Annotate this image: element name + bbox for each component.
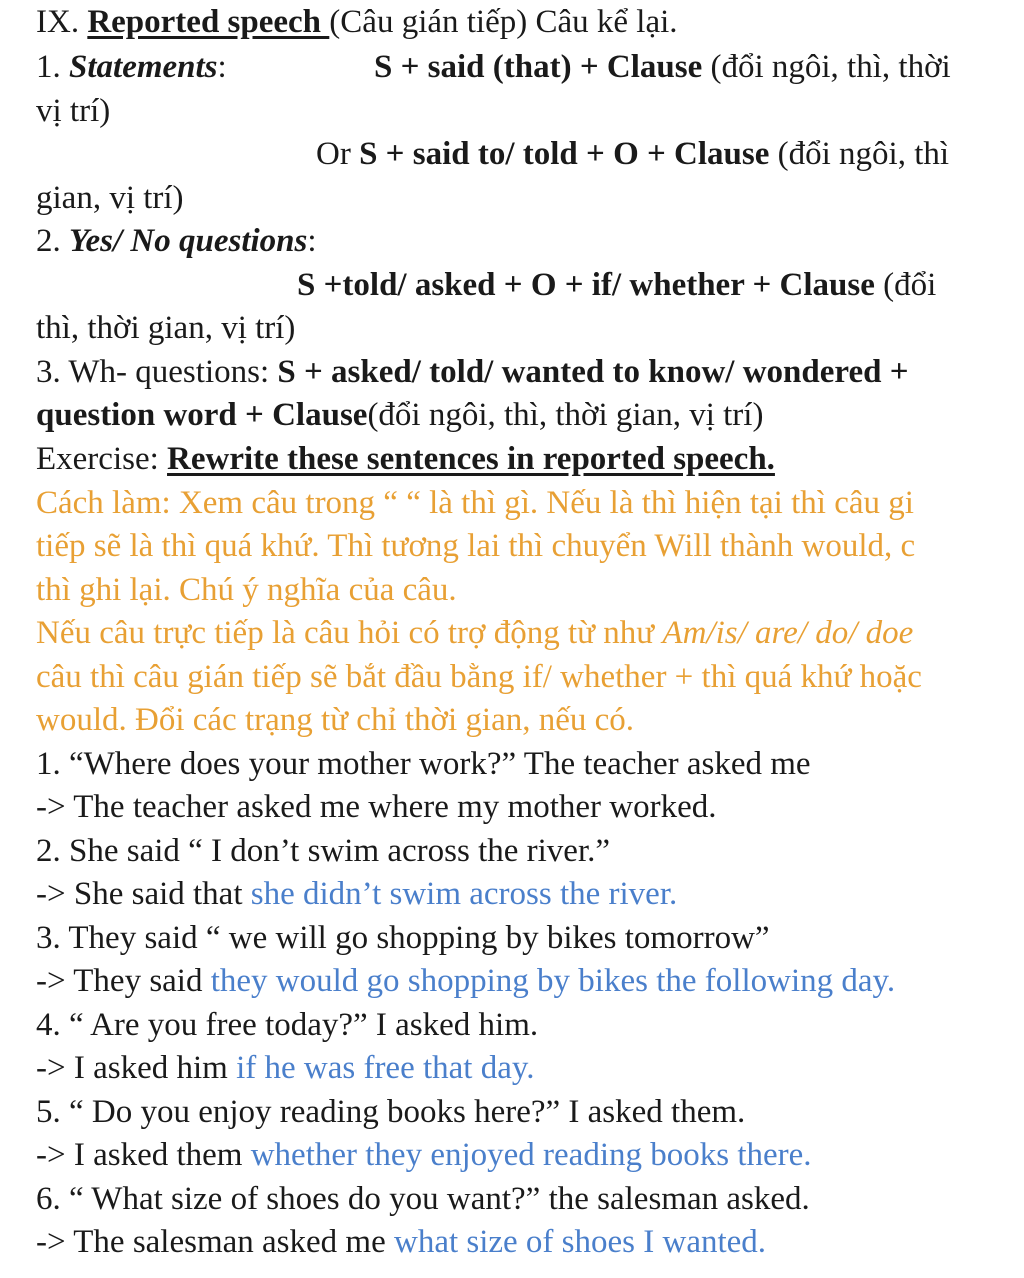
exercise-answer [36, 787, 717, 827]
formula-note: (đổi ngôi, thì, thời [702, 49, 951, 85]
instruction-text: Nếu câu trực tiếp là câu hỏi có trợ động từ như [36, 615, 663, 651]
section-heading [36, 2, 678, 42]
exercise-answer [36, 1222, 766, 1262]
rule-label: Statements [69, 49, 218, 85]
rule-number: 1. [36, 49, 69, 85]
colon: : [307, 223, 317, 259]
exercise-answer [36, 1048, 534, 1088]
exercise-label: Exercise: [36, 441, 168, 477]
heading-subtitle: (Câu gián tiếp) Câu kể lại. [329, 4, 678, 40]
statements-rule [36, 47, 227, 87]
arrow: -> [36, 789, 74, 825]
yes-no-formula-cont: thì, thời gian, vị trí) [36, 310, 296, 346]
instruction-line: thì ghi lại. Chú ý nghĩa của câu. [36, 572, 457, 608]
arrow: -> [36, 1224, 74, 1260]
exercise-heading [36, 439, 775, 479]
exercise-answer [36, 1135, 812, 1175]
rule-label: 3. Wh- questions: [36, 354, 278, 390]
exercise-answer [36, 961, 895, 1001]
exercise-question: 2. She said “ I don’t swim across the river.” [36, 833, 611, 869]
formula-note: (đổi ngôi, thì [769, 136, 950, 172]
exercise-question: 5. “ Do you enjoy reading books here?” I asked them. [36, 1094, 746, 1130]
answer-completion: what size of shoes I wanted. [393, 1224, 767, 1260]
rule-label: Yes/ No questions [69, 223, 308, 259]
formula-bold: S + said to/ told + O + Clause [359, 136, 770, 172]
statements-formula-1-cont: vị trí) [36, 93, 111, 129]
yes-no-formula [297, 265, 936, 305]
colon: : [217, 49, 227, 85]
arrow: -> [36, 1050, 74, 1086]
answer-stem: I asked him [73, 1050, 237, 1086]
answer-completion: whether they enjoyed reading books there. [250, 1137, 812, 1173]
heading-title: Reported speech [87, 4, 330, 40]
answer-stem: I asked them [73, 1137, 251, 1173]
exercise-title: Rewrite these sentences in reported speech. [167, 441, 775, 477]
or-label: Or [316, 136, 360, 172]
yes-no-rule [36, 221, 317, 261]
wh-rule [36, 352, 909, 392]
instruction-line: Cách làm: Xem câu trong “ “ là thì gì. Nếu là thì hiện tại thì câu gi [36, 485, 914, 521]
instruction-line: tiếp sẽ là thì quá khứ. Thì tương lai thì chuyển Will thành would, c [36, 528, 916, 564]
instruction-line [36, 613, 913, 653]
answer-stem: They said [73, 963, 211, 999]
formula-note: (đổi [874, 267, 937, 303]
exercise-question: 4. “ Are you free today?” I asked him. [36, 1007, 539, 1043]
arrow: -> [36, 876, 74, 912]
exercise-answer [36, 874, 677, 914]
rule-number: 2. [36, 223, 69, 259]
exercise-question: 1. “Where does your mother work?” The teacher asked me [36, 746, 811, 782]
formula-bold: S +told/ asked + O + if/ whether + Clause [297, 267, 875, 303]
formula-bold: S + said (that) + Clause [374, 49, 703, 85]
answer-completion: they would go shopping by bikes the following day. [210, 963, 896, 999]
instruction-line: would. Đổi các trạng từ chỉ thời gian, nếu có. [36, 702, 635, 738]
statements-formula-2 [316, 134, 949, 174]
instruction-line: câu thì câu gián tiếp sẽ bắt đầu bằng if/ whether + thì quá khứ hoặc [36, 659, 922, 695]
statements-formula-1 [374, 47, 951, 87]
heading-number: IX. [36, 4, 80, 40]
formula-bold: question word + Clause [36, 397, 368, 433]
answer-completion: she didn’t swim across the river. [250, 876, 678, 912]
answer-stem: She said that [73, 876, 251, 912]
statements-formula-2-cont: gian, vị trí) [36, 180, 184, 216]
exercise-question: 6. “ What size of shoes do you want?” the salesman asked. [36, 1181, 810, 1217]
arrow: -> [36, 963, 74, 999]
answer-completion: if he was free that day. [236, 1050, 535, 1086]
exercise-question: 3. They said “ we will go shopping by bikes tomorrow” [36, 920, 770, 956]
instruction-italic: Am/is/ are/ do/ doe [662, 615, 914, 651]
wh-rule-cont [36, 395, 763, 435]
arrow: -> [36, 1137, 74, 1173]
formula-bold: S + asked/ told/ wanted to know/ wondered + [277, 354, 909, 390]
formula-note: (đổi ngôi, thì, thời gian, vị trí) [367, 397, 764, 433]
answer-stem: The teacher asked me where my mother worked. [73, 789, 717, 825]
answer-stem: The salesman asked me [73, 1224, 394, 1260]
